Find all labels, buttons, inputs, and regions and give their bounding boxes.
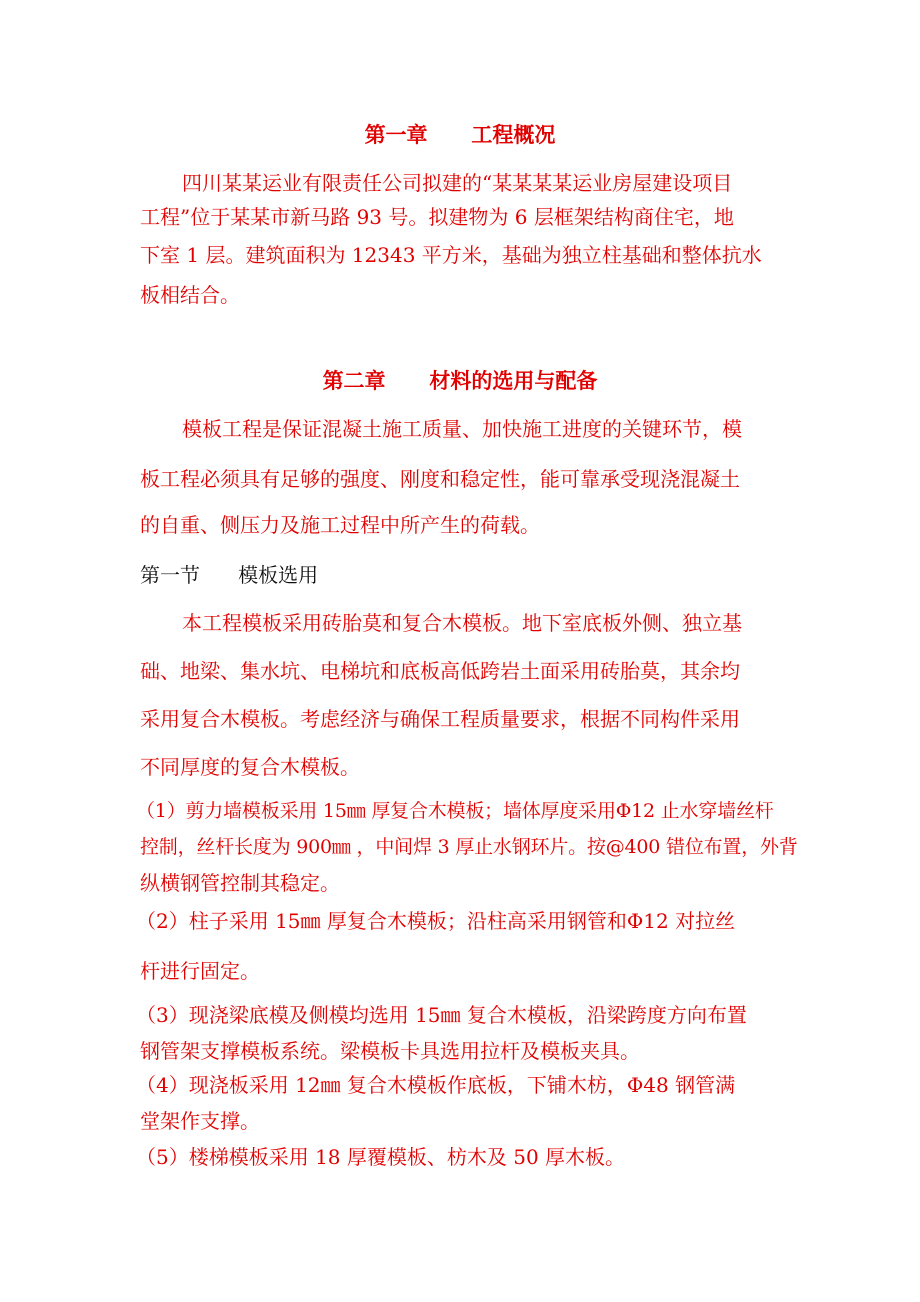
chapter1-heading: 第一章 工程概况: [364, 122, 556, 147]
chapter2-intro-line: 板工程必须具有足够的强度、刚度和稳定性，能可靠承受现浇混凝土: [140, 467, 740, 491]
section1-item: 杆进行固定。: [140, 959, 260, 983]
section1-item: 纵横钢管控制其稳定。: [140, 871, 340, 895]
section1-para-line: 不同厚度的复合木模板。: [140, 755, 360, 779]
chapter2-heading: 第二章 材料的选用与配备: [322, 368, 598, 393]
section1-item: 堂架作支撑。: [140, 1109, 260, 1133]
chapter1-line: 板相结合。: [140, 283, 240, 307]
chapter1-line: 下室 1 层。建筑面积为 12343 平方米，基础为独立柱基础和整体抗水: [140, 243, 762, 267]
section1-para-line: 本工程模板采用砖胎莫和复合木模板。地下室底板外侧、独立基: [182, 611, 742, 635]
section1-item: （5）楼梯模板采用 18 厚覆模板、枋木及 50 厚木板。: [136, 1145, 626, 1169]
chapter2-intro-line: 模板工程是保证混凝土施工质量、加快施工进度的关键环节，模: [182, 417, 742, 441]
section1-title: 第一节 模板选用: [140, 563, 319, 587]
section1-item: （3）现浇梁底模及侧模均选用 15㎜ 复合木模板，沿梁跨度方向布置: [136, 1003, 747, 1027]
chapter2-intro-line: 的自重、侧压力及施工过程中所产生的荷载。: [140, 513, 540, 537]
section1-para-line: 采用复合木模板。考虑经济与确保工程质量要求，根据不同构件采用: [140, 707, 740, 731]
section1-para-line: 础、地梁、集水坑、电梯坑和底板高低跨岩土面采用砖胎莫，其余均: [140, 659, 740, 683]
section1-item: （1）剪力墙模板采用 15㎜ 厚复合木模板；墙体厚度采用Φ12 止水穿墙丝杆: [136, 800, 774, 822]
section1-item: 钢管架支撑模板系统。梁模板卡具选用拉杆及模板夹具。: [140, 1039, 640, 1063]
section1-item: 控制，丝杆长度为 900㎜ ，中间焊 3 厚止水钢环片。按@400 错位布置，外背: [140, 836, 798, 858]
section1-item: （2）柱子采用 15㎜ 厚复合木模板；沿柱高采用钢管和Φ12 对拉丝: [136, 909, 736, 933]
section1-item: （4）现浇板采用 12㎜ 复合木模板作底板，下铺木枋，Φ48 钢管满: [136, 1073, 736, 1097]
chapter1-line: 四川某某运业有限责任公司拟建的“某某某某运业房屋建设项目: [182, 171, 733, 195]
chapter1-line: 工程”位于某某市新马路 93 号。拟建物为 6 层框架结构商住宅，地: [140, 205, 734, 229]
